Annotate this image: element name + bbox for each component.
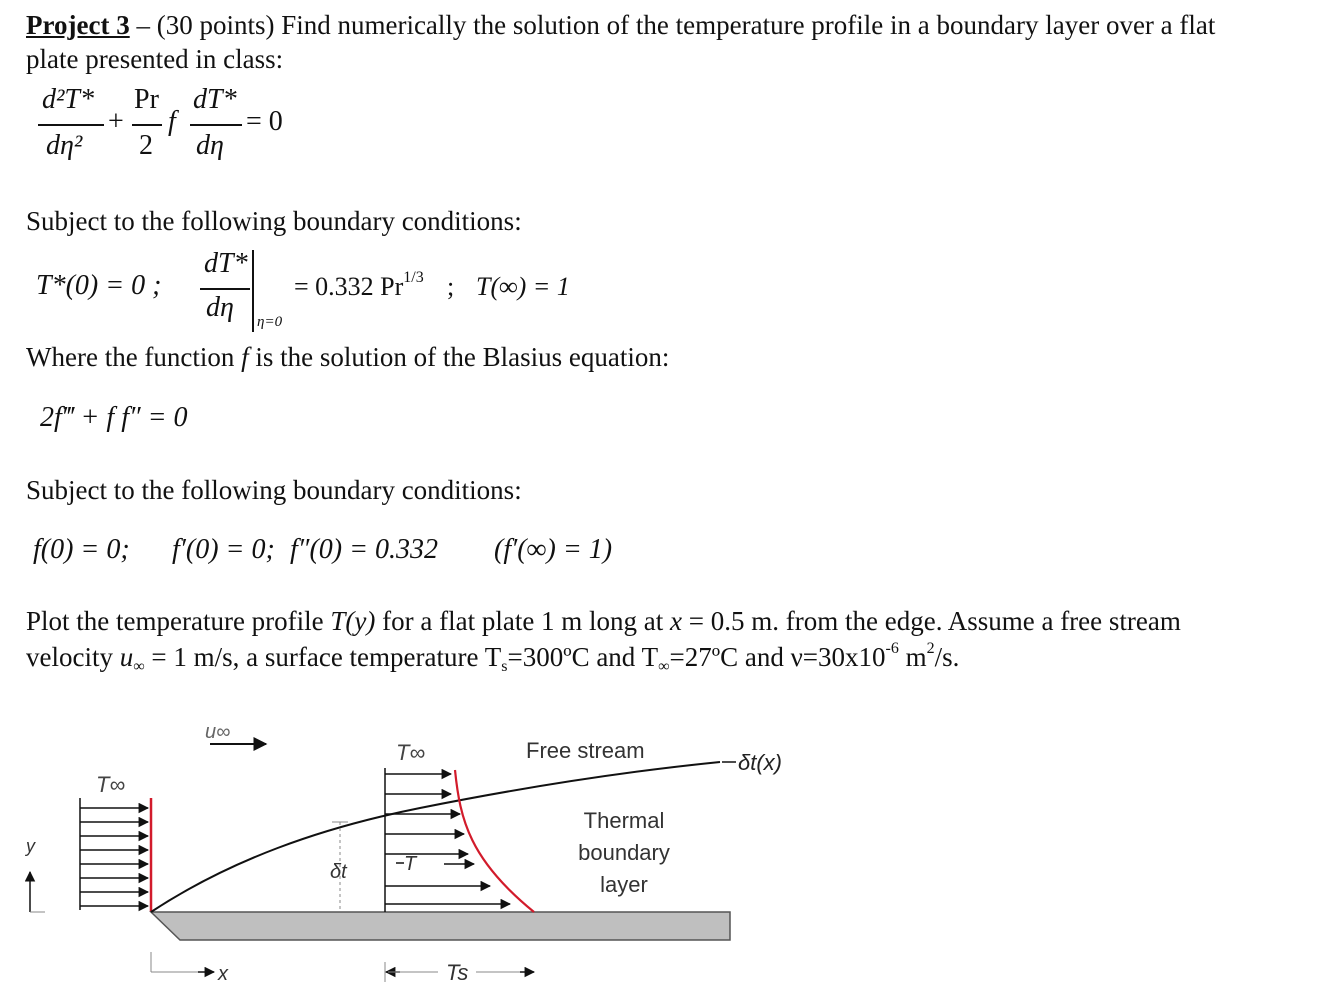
header-text: (30 points) Find numerically the solution of the temperature profile in a boundary layer over a flat <box>156 10 1216 40</box>
eq1-num1: d²T* <box>42 84 94 115</box>
ts-label: Ts <box>446 960 469 985</box>
eq1-plus: + <box>108 106 124 137</box>
eq1-bar3 <box>190 124 242 126</box>
blasius-intro: Where the function f is the solution of the Blasius equation: <box>26 342 670 372</box>
bc1-eval-at: η=0 <box>257 314 283 330</box>
flat-plate <box>151 912 730 940</box>
u-inf-label: u∞ <box>205 721 231 743</box>
boundary-layer-figure <box>0 700 820 1000</box>
blasius-equation: 2f‴ + f f″ = 0 <box>40 402 188 433</box>
header-line-1 <box>26 8 1215 42</box>
eq1-bar2 <box>132 124 162 126</box>
delta-t-x-label: δt(x) <box>738 750 782 775</box>
delta-t-label: δt <box>330 861 347 883</box>
bc2-c2: f′(0) = 0; <box>172 534 275 565</box>
task-line-1: Plot the temperature profile T(y) for a flat plate 1 m long at x = 0.5 m. from the edge. Assume a free stream <box>26 606 1181 636</box>
bc1-heading: Subject to the following boundary conditions: <box>26 206 522 236</box>
boundary-label: boundary <box>578 840 670 865</box>
free-stream-label: Free stream <box>526 738 645 763</box>
temperature-profile-curve <box>455 770 534 912</box>
t-inf-mid-label: T∞ <box>396 740 426 765</box>
bc2-c1: f(0) = 0; <box>33 534 130 565</box>
t-profile-label: T <box>404 853 417 875</box>
bc2-c4: (f′(∞) = 1) <box>494 534 613 565</box>
eq1-den2: dη <box>196 130 224 161</box>
task-line-2: velocity $u_\infty = 1$ m/s, a surface temperature $T_s=300ºC$ and $T_\infty=27ºC$ and $\nu=30x10^{-6}$ $m^2/s$. <box>26 640 960 675</box>
header-dash: – <box>136 10 150 40</box>
eq1-bar1 <box>38 124 104 126</box>
header-line-2: plate presented in class: <box>26 44 284 74</box>
profile-arrows <box>385 768 510 912</box>
eq1-num2: dT* <box>193 84 237 115</box>
y-axis-label: y <box>26 836 35 856</box>
eq1-rhs: = 0 <box>246 106 283 137</box>
bc2-c3: f″(0) = 0.332 <box>290 534 438 565</box>
project-label: Project 3 <box>26 10 130 40</box>
bc1-eval-bar <box>252 250 254 332</box>
eq1-pr: Pr <box>134 84 159 115</box>
bc1-right: T(∞) = 1 <box>476 272 570 301</box>
bc1-left: T*(0) = 0 ; <box>36 270 162 301</box>
thermal-label: Thermal <box>583 808 665 833</box>
t-inf-left-label: T∞ <box>96 772 126 797</box>
eq1-two: 2 <box>139 130 153 161</box>
layer-label: layer <box>600 872 648 897</box>
x-axis-label: x <box>218 963 228 985</box>
bc1-sep: ; <box>447 272 455 301</box>
bc2-heading: Subject to the following boundary conditions: <box>26 475 522 505</box>
eq1-f: f <box>168 106 176 137</box>
eq1-den1: dη² <box>46 130 83 161</box>
bc1-num: dT* <box>204 248 248 279</box>
bc1-bar <box>200 288 250 290</box>
bc1-middle: = 0.332 $Pr^{1/3}$ <box>294 269 424 301</box>
inlet-arrows <box>80 798 148 910</box>
bc1-den: dη <box>206 292 234 323</box>
